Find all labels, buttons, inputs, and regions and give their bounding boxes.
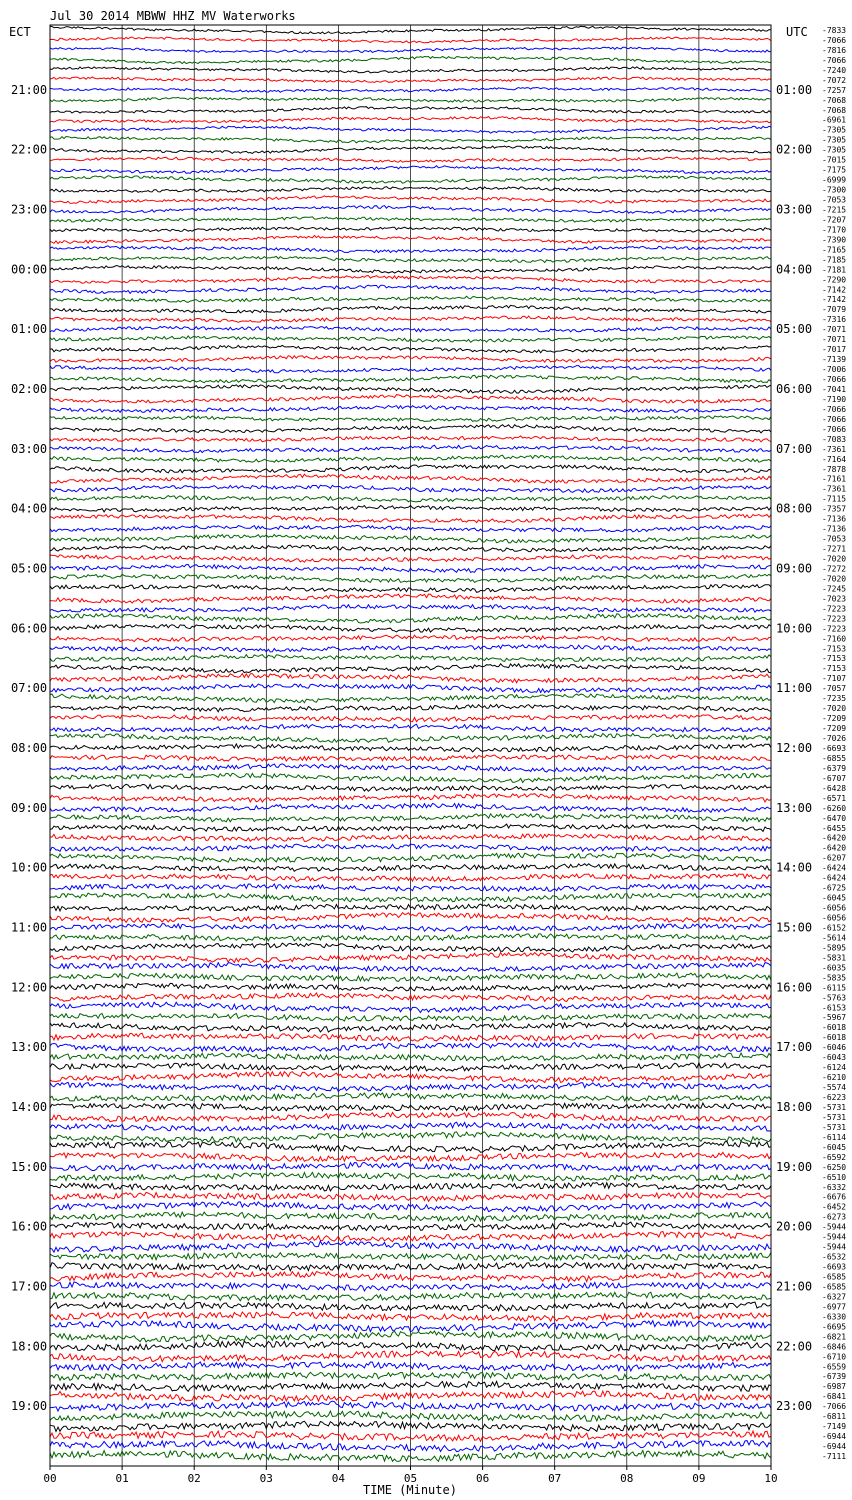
line-offset-label: -5895 xyxy=(822,943,847,953)
line-offset-label: -7161 xyxy=(822,474,847,484)
line-offset-label: -7833 xyxy=(822,26,847,35)
line-offset-label: -7068 xyxy=(822,95,847,105)
line-offset-label: -5574 xyxy=(822,1083,847,1093)
line-offset-label: -7026 xyxy=(822,734,847,743)
right-hour-label: 03:00 xyxy=(776,202,813,217)
line-offset-label: -6327 xyxy=(822,1292,847,1302)
line-offset-label: -6571 xyxy=(822,793,847,803)
line-offset-label: -7316 xyxy=(822,315,847,325)
line-offset-label: -6223 xyxy=(822,1093,847,1102)
line-offset-label: -7175 xyxy=(822,165,847,175)
line-offset-label: -7223 xyxy=(822,624,847,634)
line-offset-label: -7023 xyxy=(822,594,847,604)
line-offset-label: -7181 xyxy=(822,265,847,275)
line-offset-label: -6153 xyxy=(822,1003,847,1013)
line-offset-label: -6455 xyxy=(822,823,847,833)
left-hour-label: 23:00 xyxy=(11,202,48,217)
line-offset-label: -6695 xyxy=(822,1322,847,1332)
line-offset-label: -6420 xyxy=(822,833,847,843)
right-hour-label: 02:00 xyxy=(776,142,813,157)
x-tick-label: 01 xyxy=(115,1472,129,1485)
line-offset-label: -7068 xyxy=(822,105,847,115)
line-offset-label: -6944 xyxy=(822,1442,847,1452)
left-hour-label: 04:00 xyxy=(11,501,48,516)
line-offset-label: -6045 xyxy=(822,1142,847,1152)
line-offset-label: -7300 xyxy=(822,185,847,195)
line-offset-label: -7240 xyxy=(822,65,847,75)
line-offset-label: -7361 xyxy=(822,484,847,494)
x-tick-label: 09 xyxy=(692,1472,706,1485)
line-offset-label: -6273 xyxy=(822,1212,847,1222)
line-offset-label: -7066 xyxy=(822,1402,847,1412)
right-hour-label: 07:00 xyxy=(776,441,813,456)
line-offset-label: -7223 xyxy=(822,614,847,624)
line-offset-label: -7041 xyxy=(822,385,847,394)
line-offset-label: -7053 xyxy=(822,195,847,205)
line-offset-label: -5967 xyxy=(822,1013,847,1023)
line-offset-label: -7185 xyxy=(822,255,847,265)
right-hour-label: 01:00 xyxy=(776,82,813,97)
line-offset-label: -7142 xyxy=(822,295,847,305)
line-offset-label: -7207 xyxy=(822,215,847,225)
line-offset-label: -7164 xyxy=(822,454,847,464)
line-offset-label: -7020 xyxy=(822,554,847,564)
line-offset-label: -6944 xyxy=(822,1432,847,1442)
right-hour-label: 04:00 xyxy=(776,262,813,277)
line-offset-label: -6210 xyxy=(822,1073,847,1083)
line-offset-label: -6043 xyxy=(822,1053,847,1063)
line-offset-label: -7153 xyxy=(822,644,847,654)
x-tick-label: 03 xyxy=(259,1472,273,1485)
right-hour-label: 15:00 xyxy=(776,920,813,935)
line-offset-label: -6841 xyxy=(822,1392,847,1402)
line-offset-label: -7111 xyxy=(822,1452,847,1461)
line-offset-label: -6056 xyxy=(822,913,847,923)
right-hour-label: 05:00 xyxy=(776,322,813,337)
right-hour-label: 11:00 xyxy=(776,681,813,696)
line-offset-label: -7015 xyxy=(822,155,847,165)
line-offset-label: -6152 xyxy=(822,923,847,933)
line-offset-label: -7160 xyxy=(822,634,847,644)
line-offset-label: -6428 xyxy=(822,783,847,793)
line-offset-label: -6821 xyxy=(822,1332,847,1342)
line-offset-label: -6532 xyxy=(822,1252,847,1262)
line-offset-label: -6693 xyxy=(822,1262,847,1272)
line-offset-label: -6811 xyxy=(822,1412,847,1422)
x-tick-label: 00 xyxy=(43,1472,57,1485)
line-offset-label: -7305 xyxy=(822,125,847,135)
x-tick-label: 07 xyxy=(548,1472,562,1485)
line-offset-label: -7223 xyxy=(822,604,847,614)
line-offset-label: -7142 xyxy=(822,285,847,295)
line-offset-label: -5731 xyxy=(822,1113,847,1122)
line-offset-label: -7107 xyxy=(822,674,847,684)
line-offset-label: -6739 xyxy=(822,1372,847,1382)
line-offset-label: -7390 xyxy=(822,235,847,245)
line-offset-label: -7066 xyxy=(822,55,847,65)
line-offset-label: -7071 xyxy=(822,335,847,345)
right-hour-label: 18:00 xyxy=(776,1100,813,1114)
x-tick-label: 06 xyxy=(475,1472,490,1485)
line-offset-label: -7153 xyxy=(822,654,847,664)
line-offset-label: -5944 xyxy=(822,1232,847,1242)
line-offset-label: -7290 xyxy=(822,275,847,285)
right-hour-label: 14:00 xyxy=(776,860,813,875)
x-tick-label: 02 xyxy=(187,1472,201,1485)
right-hour-label: 17:00 xyxy=(776,1040,813,1055)
right-hour-label: 06:00 xyxy=(776,382,813,396)
line-offset-label: -7878 xyxy=(822,464,847,474)
line-offset-label: -7305 xyxy=(822,135,847,145)
right-hour-label: 13:00 xyxy=(776,800,813,815)
left-hour-label: 12:00 xyxy=(11,980,48,995)
line-offset-label: -7235 xyxy=(822,694,847,704)
left-hour-label: 14:00 xyxy=(11,1100,48,1114)
right-hour-label: 16:00 xyxy=(776,980,813,995)
line-offset-label: -6046 xyxy=(822,1043,847,1053)
right-hour-label: 23:00 xyxy=(776,1399,813,1414)
line-offset-label: -7083 xyxy=(822,434,847,444)
left-hour-label: 10:00 xyxy=(11,860,48,875)
line-offset-label: -7136 xyxy=(822,514,847,524)
line-offset-label: -6559 xyxy=(822,1362,847,1372)
right-hour-label: 12:00 xyxy=(776,741,813,755)
left-hour-label: 08:00 xyxy=(11,741,48,755)
line-offset-label: -5944 xyxy=(822,1242,847,1252)
line-offset-label: -7066 xyxy=(822,404,847,414)
left-hour-label: 19:00 xyxy=(11,1399,48,1414)
line-offset-label: -6999 xyxy=(822,175,847,185)
left-hour-label: 21:00 xyxy=(11,82,48,97)
line-offset-label: -7257 xyxy=(822,85,847,95)
line-offset-label: -6420 xyxy=(822,843,847,853)
left-hour-label: 18:00 xyxy=(11,1339,48,1354)
line-offset-label: -7215 xyxy=(822,205,847,215)
line-offset-label: -6977 xyxy=(822,1302,847,1312)
line-offset-label: -5763 xyxy=(822,993,847,1003)
right-hour-label: 08:00 xyxy=(776,501,813,516)
line-offset-label: -6707 xyxy=(822,773,847,783)
line-offset-label: -6035 xyxy=(822,963,847,973)
line-offset-label: -7165 xyxy=(822,245,847,255)
right-hour-label: 19:00 xyxy=(776,1159,813,1174)
line-offset-label: -6424 xyxy=(822,863,847,873)
line-offset-label: -5731 xyxy=(822,1103,847,1112)
line-offset-label: -5614 xyxy=(822,933,847,943)
line-offset-label: -7066 xyxy=(822,36,847,45)
line-offset-label: -7170 xyxy=(822,225,847,235)
line-offset-label: -7357 xyxy=(822,504,847,514)
line-offset-label: -6045 xyxy=(822,893,847,903)
line-offset-label: -6207 xyxy=(822,853,847,863)
line-offset-label: -7057 xyxy=(822,684,847,694)
right-axis-label: UTC xyxy=(786,25,808,39)
left-hour-label: 16:00 xyxy=(11,1219,48,1234)
x-tick-label: 08 xyxy=(620,1472,634,1485)
line-offset-label: -7066 xyxy=(822,375,847,384)
line-offset-label: -6855 xyxy=(822,754,847,763)
line-offset-label: -7153 xyxy=(822,664,847,674)
line-offset-label: -7136 xyxy=(822,524,847,534)
line-offset-label: -7079 xyxy=(822,305,847,315)
line-offset-label: -6115 xyxy=(822,983,847,993)
line-offset-label: -7053 xyxy=(822,534,847,544)
line-offset-label: -7209 xyxy=(822,724,847,733)
line-offset-label: -7006 xyxy=(822,365,847,374)
line-offset-label: -6379 xyxy=(822,763,847,773)
line-offset-label: -7017 xyxy=(822,345,847,355)
line-offset-label: -6332 xyxy=(822,1182,847,1192)
line-offset-label: -6725 xyxy=(822,883,847,893)
line-offset-label: -7245 xyxy=(822,584,847,594)
line-offset-label: -7066 xyxy=(822,414,847,424)
line-offset-label: -6693 xyxy=(822,744,847,753)
line-offset-label: -6987 xyxy=(822,1382,847,1392)
line-offset-label: -5731 xyxy=(822,1122,847,1132)
x-tick-label: 10 xyxy=(764,1472,778,1485)
right-hour-label: 09:00 xyxy=(776,561,813,576)
line-offset-label: -6114 xyxy=(822,1132,847,1142)
line-offset-label: -6330 xyxy=(822,1312,847,1322)
line-offset-label: -6592 xyxy=(822,1152,847,1162)
line-offset-label: -7361 xyxy=(822,444,847,454)
line-offset-label: -6124 xyxy=(822,1063,847,1073)
line-offset-label: -6961 xyxy=(822,115,847,125)
x-axis-label: TIME (Minute) xyxy=(363,1483,457,1497)
line-offset-labels xyxy=(822,26,846,1461)
left-hour-label: 11:00 xyxy=(11,920,48,935)
line-offset-label: -7190 xyxy=(822,395,847,404)
left-hour-label: 17:00 xyxy=(11,1279,48,1294)
line-offset-label: -6018 xyxy=(822,1033,847,1043)
line-offset-label: -7149 xyxy=(822,1422,847,1432)
chart-title: Jul 30 2014 MBWW HHZ MV Waterworks xyxy=(50,9,296,23)
line-offset-label: -5831 xyxy=(822,953,847,963)
left-hour-label: 09:00 xyxy=(11,800,48,815)
line-offset-label: -7272 xyxy=(822,564,847,574)
left-hour-label: 05:00 xyxy=(11,561,48,576)
left-hour-label: 22:00 xyxy=(11,142,48,157)
line-offset-label: -5944 xyxy=(822,1222,847,1232)
line-offset-label: -6260 xyxy=(822,803,847,813)
line-offset-label: -7816 xyxy=(822,45,847,55)
line-offset-label: -7115 xyxy=(822,494,847,504)
line-offset-label: -7139 xyxy=(822,355,847,365)
right-hour-label: 20:00 xyxy=(776,1219,813,1234)
left-hour-label: 00:00 xyxy=(11,262,48,277)
line-offset-label: -7209 xyxy=(822,714,847,724)
line-offset-label: -7305 xyxy=(822,145,847,155)
left-hour-label: 15:00 xyxy=(11,1159,48,1174)
line-offset-label: -7271 xyxy=(822,544,847,554)
left-hour-label: 01:00 xyxy=(11,322,48,337)
line-offset-label: -6676 xyxy=(822,1192,847,1202)
line-offset-label: -5835 xyxy=(822,973,847,983)
line-offset-label: -6470 xyxy=(822,813,847,823)
line-offset-label: -6585 xyxy=(822,1272,847,1282)
x-tick-label: 04 xyxy=(331,1472,346,1485)
line-offset-label: -6250 xyxy=(822,1162,847,1172)
left-hour-label: 07:00 xyxy=(11,681,48,696)
line-offset-label: -6424 xyxy=(822,873,847,883)
line-offset-label: -7020 xyxy=(822,704,847,714)
line-offset-label: -6510 xyxy=(822,1172,847,1182)
left-axis-label: ECT xyxy=(9,25,31,39)
right-hour-label: 10:00 xyxy=(776,621,813,636)
left-hour-label: 03:00 xyxy=(11,441,48,456)
line-offset-label: -6018 xyxy=(822,1023,847,1033)
line-offset-label: -7066 xyxy=(822,424,847,434)
line-offset-label: -6710 xyxy=(822,1352,847,1362)
x-tick-label: 05 xyxy=(403,1472,418,1485)
line-offset-label: -7071 xyxy=(822,325,847,335)
right-hour-label: 22:00 xyxy=(776,1339,813,1354)
right-hour-label: 21:00 xyxy=(776,1279,813,1294)
line-offset-label: -6056 xyxy=(822,903,847,913)
line-offset-label: -6846 xyxy=(822,1342,847,1352)
line-offset-label: -7020 xyxy=(822,574,847,584)
line-offset-label: -7072 xyxy=(822,75,847,85)
line-offset-label: -6452 xyxy=(822,1202,847,1212)
line-offset-label: -6585 xyxy=(822,1282,847,1292)
left-hour-label: 06:00 xyxy=(11,621,48,636)
left-hour-label: 02:00 xyxy=(11,382,48,396)
left-hour-label: 13:00 xyxy=(11,1040,48,1055)
